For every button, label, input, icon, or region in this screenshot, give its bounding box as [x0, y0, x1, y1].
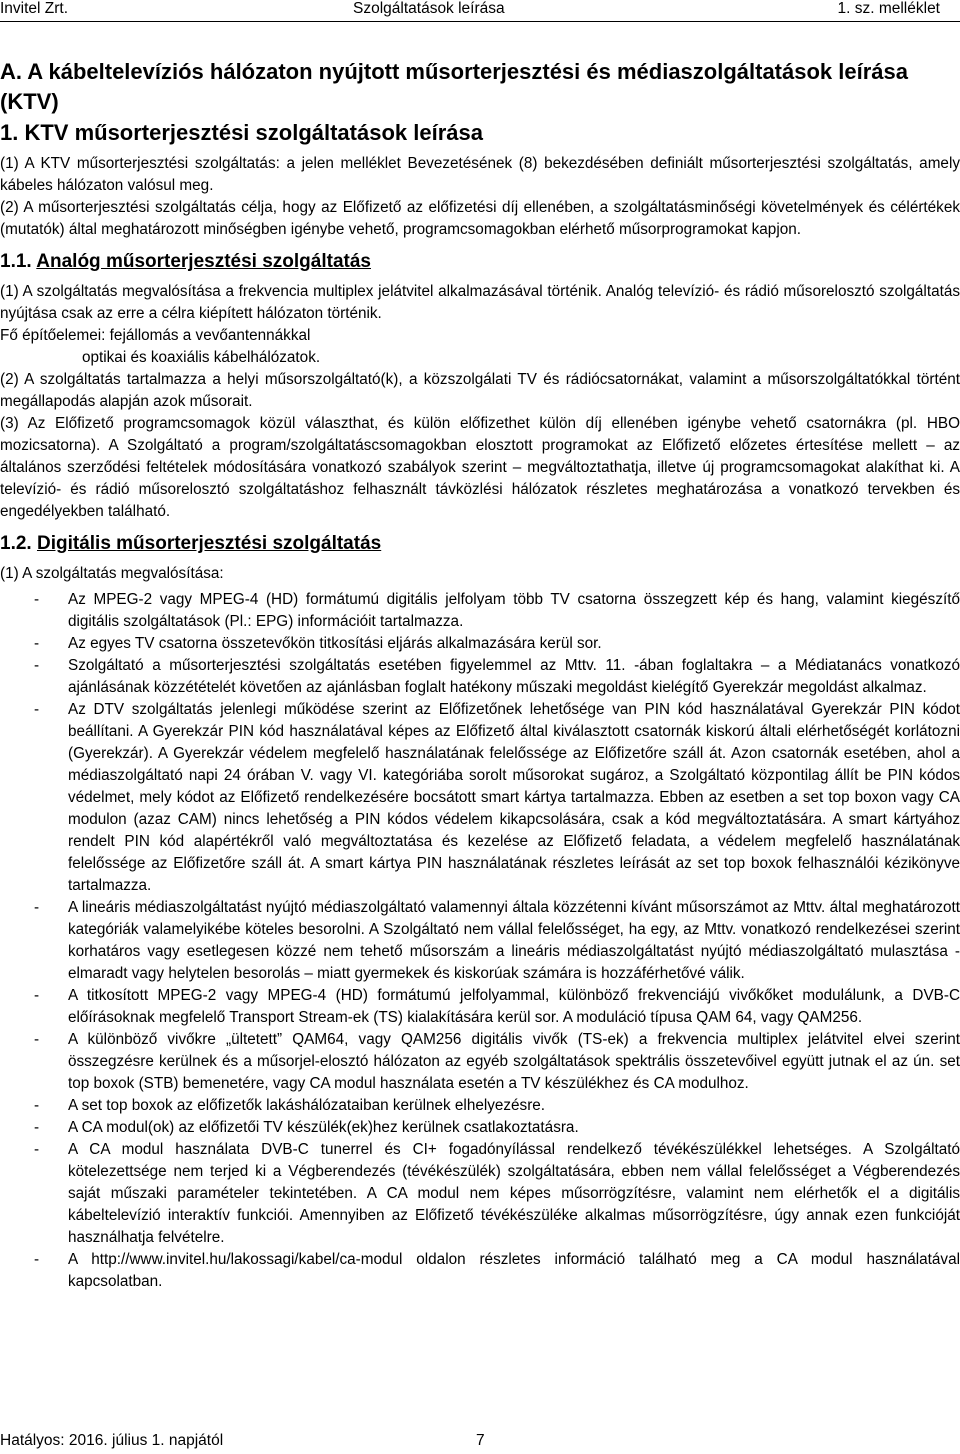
- header-rule: [0, 21, 960, 22]
- list-dash-marker: -: [34, 635, 40, 652]
- subsection-1-1-components-line: Fő építőelemei: fejállomás a vevőantennákkal: [0, 327, 311, 344]
- list-item: [0, 699, 960, 897]
- list-item-text: A http://www.invitel.hu/lakossagi/kabel/ca-modul oldalon részletes információ található meg a CA modul használatával kapcsolatban.: [68, 1251, 960, 1290]
- subsection-1-2-list: [0, 589, 960, 1293]
- subsection-1-1-paragraph-3: (3) Az Előfizető programcsomagok közül választhat, és külön előfizethet külön díj ellenében igénybe vehető csatornákra (pl. HBO mozicsatorna). A Szolgáltató a program/szolgáltatáscsomagokban elosztott programokat az Előfizető előzetes értesítése mellett – az általános szerződési feltételek módosítására vonatkozó szabályok szerint – megváltoztathatja, illetve új programcsomagokat alakíthat ki. A televízió- és rádió műsorelosztó szolgáltatáshoz felhasznált távközlési hálózatok részletes meghatározása a vonatkozó tervekben és engedélyekben található.: [0, 415, 960, 520]
- list-item-text: A különböző vivőkre „ültetett” QAM64, vagy QAM256 digitális vivők (TS-ek) a frekvencia multiplex jelátvitel elvei szerint összegzésre kerülnek és a műsorjel-elosztó hálózaton az egyéb szolgáltatások spektrális összetevőivel együtt jutnak el az ún. set top boxok (STB) bemenetére, vagy CA modul használata esetén a TV készülékhez és CA modulhoz.: [68, 1031, 960, 1092]
- list-dash-marker: -: [34, 987, 40, 1004]
- list-dash-marker: -: [34, 701, 40, 718]
- section-1-heading: 1. KTV műsorterjesztési szolgáltatások leírása: [0, 120, 483, 145]
- subsection-1-1-components-line-2: optikai és koaxiális kábelhálózatok.: [82, 349, 321, 366]
- list-dash-marker: -: [34, 1031, 40, 1048]
- list-item-text: A titkosított MPEG-2 vagy MPEG-4 (HD) formátumú jelfolyammal, különböző frekvenciájú vivőkőket modulálunk, a DVB-C előírásoknak megfelelő Transport Stream-ek (TS) kialakítására kerül sor. A moduláció típusa QAM 64, vagy QAM256.: [68, 987, 960, 1026]
- list-item-text: A set top boxok az előfizetők lakáshálózataiban kerülnek elhelyezésre.: [68, 1097, 546, 1114]
- list-item: [0, 1117, 960, 1139]
- list-item-text: Az DTV szolgáltatás jelenlegi működése szerint az Előfizetőnek lehetősége van PIN kód használatával Gyerekzár PIN kódot beállítani. A Gyerekzár PIN kód használatával képes az Előfizető által kiválasztott csatornák kiskorú általi elérhetőségét korlátozni (Gyerekzár). A Gyerekzár védelem megfelelő használatának felelőssége az Előfizetőre száll át. Azon csatornák esetében, ahol a médiaszolgáltató napi 24 órában V. vagy VI. kategóriába sorolt műsorokat sugároz, a Szolgáltató központilag állít be PIN kódos védelmet, mely kódot az Előfizető rendelkezésére bocsátott smart kártya tartalmazza. Ebben az esetben a set top boxon vagy CA modulon (azaz CAM) nincs lehetőség a PIN kódos védelem kikapcsolására, csak a kód megváltoztatására. A smart kártyához rendelt PIN kód alapértékről való megváltoztatása és kezelése az Előfizető feladata, a védelem megfelelő használatának felelőssége az Előfizetőre száll át. A smart kártya PIN használatának részletes leírását az set top boxok felhasználói kézikönyve tartalmazza.: [68, 701, 960, 894]
- subsection-1-1-paragraph-1: (1) A szolgáltatás megvalósítása a frekvencia multiplex jelátvitel alkalmazásával történik. Analóg televízió- és rádió műsorelosztó szolgáltatás nyújtása csak az erre a célra kiépített hálózaton történik.: [0, 283, 960, 322]
- list-item: [0, 1249, 960, 1293]
- footer-effective-date: Hatályos: 2016. július 1. napjától: [0, 1432, 224, 1449]
- list-dash-marker: -: [34, 1097, 40, 1114]
- list-item-text: Az egyes TV csatorna összetevőkön titkosítási eljárás alkalmazására kerül sor.: [68, 635, 602, 652]
- list-item: [0, 655, 960, 699]
- list-item-text: A CA modul(ok) az előfizetői TV készülék(ek)hez kerülnek csatlakoztatásra.: [68, 1119, 579, 1136]
- subsection-1-1-title: Analóg műsorterjesztési szolgáltatás: [36, 251, 371, 272]
- page-footer: [0, 1431, 960, 1453]
- section-1-paragraph-1: (1) A KTV műsorterjesztési szolgáltatás: a jelen melléklet Bevezetésének (8) bekezdésében definiált műsorterjesztési szolgáltatás, amely kábeles hálózaton valósul meg.: [0, 155, 960, 194]
- list-item: [0, 897, 960, 985]
- list-dash-marker: -: [34, 1251, 40, 1268]
- list-dash-marker: -: [34, 1119, 40, 1136]
- header-document-title: Szolgáltatások leírása: [353, 0, 505, 17]
- list-dash-marker: -: [34, 899, 40, 916]
- subsection-1-2-heading: [0, 532, 960, 556]
- list-item-text: Az MPEG-2 vagy MPEG-4 (HD) formátumú digitális jelfolyam több TV csatorna összegzett kép és hang, valamint kiegészítő digitális szolgáltatások (Pl.: EPG) információit tartalmazza.: [68, 591, 960, 630]
- subsection-1-1-number: 1.1.: [0, 251, 32, 272]
- list-item-text: A CA modul használata DVB-C tunerrel és CI+ fogadónyílással rendelkező tévékészülékkel lehetséges. A Szolgáltató kötelezettsége nem terjed ki a Végberendezés (tévékészülék) szolgáltatására, ebben nem vállal felelősséget a Végberendezés saját műszaki paramételer tekintetében. A CA modul nem képes műsorrögzítésre, valamint nem elérhetők el a digitális kábeltelevízió interaktív funkciói. Amennyiben az Előfizető tévékészüléke alkalmas műsorrögzítésre, úgy annak ezen funkcióját használhatja felvételre.: [68, 1141, 960, 1246]
- subsection-1-1-heading: [0, 250, 960, 274]
- list-item: [0, 1139, 960, 1249]
- subsection-1-2-lead: (1) A szolgáltatás megvalósítása:: [0, 565, 224, 582]
- page-header: [0, 0, 960, 22]
- list-item: [0, 1029, 960, 1095]
- header-annex-label: 1. sz. melléklet: [837, 0, 940, 17]
- list-item: [0, 633, 960, 655]
- section-1-paragraph-2: (2) A műsorterjesztési szolgáltatás célja, hogy az Előfizető az előfizetési díj ellenében, a szolgáltatásminőségi követelmények és célértékek (mutatók) által meghatározott minőségben igénybe vehető, programcsomagokban elérhető műsorprogramokat kapjon.: [0, 199, 960, 238]
- subsection-1-2-title: Digitális műsorterjesztési szolgáltatás: [36, 533, 382, 554]
- list-item: [0, 589, 960, 633]
- list-dash-marker: -: [34, 657, 40, 674]
- document-title: A. A kábeltelevíziós hálózaton nyújtott műsorterjesztési és médiaszolgáltatások leírása (KTV): [0, 59, 908, 114]
- subsection-1-2-number: 1.2.: [0, 533, 32, 554]
- page-number: 7: [476, 1432, 485, 1449]
- list-dash-marker: -: [34, 591, 40, 608]
- document-body: [0, 57, 960, 1293]
- list-item: [0, 1095, 960, 1117]
- list-item-text: A lineáris médiaszolgáltatást nyújtó médiaszolgáltató valamennyi általa közzétenni kívánt műsorszámot az Mttv. által meghatározott kategóriák valamelyikébe köteles besorolni. A Szolgáltató nem vállal felelősséget, ha egy, az Mttv. vonatkozó rendelkezései szerint korhatáros vagy esetlegesen közzé nem tehető műsorszám a lineáris médiaszolgáltatást nyújtó médiaszolgáltató mulasztása - elmaradt vagy helytelen besorolás – miatt gyermekek és kiskorúak számára is hozzáférhetővé válik.: [68, 899, 960, 982]
- list-item: [0, 985, 960, 1029]
- list-item-text: Szolgáltató a műsorterjesztési szolgáltatás esetében figyelemmel az Mttv. 11. -ában foglaltakra – a Médiatanács vonatkozó ajánlásának közzétételét követően az ajánlásban foglalt hatékony műszaki megoldást kielégítő Gyerekzár megoldást alkalmaz.: [68, 657, 960, 696]
- list-dash-marker: -: [34, 1141, 40, 1158]
- subsection-1-1-paragraph-2: (2) A szolgáltatás tartalmazza a helyi műsorszolgáltató(k), a közszolgálati TV és rádiócsatornákat, valamint a műsorszolgáltatókkal történt megállapodás alapján azok műsorait.: [0, 371, 960, 410]
- header-company: Invitel Zrt.: [0, 0, 69, 17]
